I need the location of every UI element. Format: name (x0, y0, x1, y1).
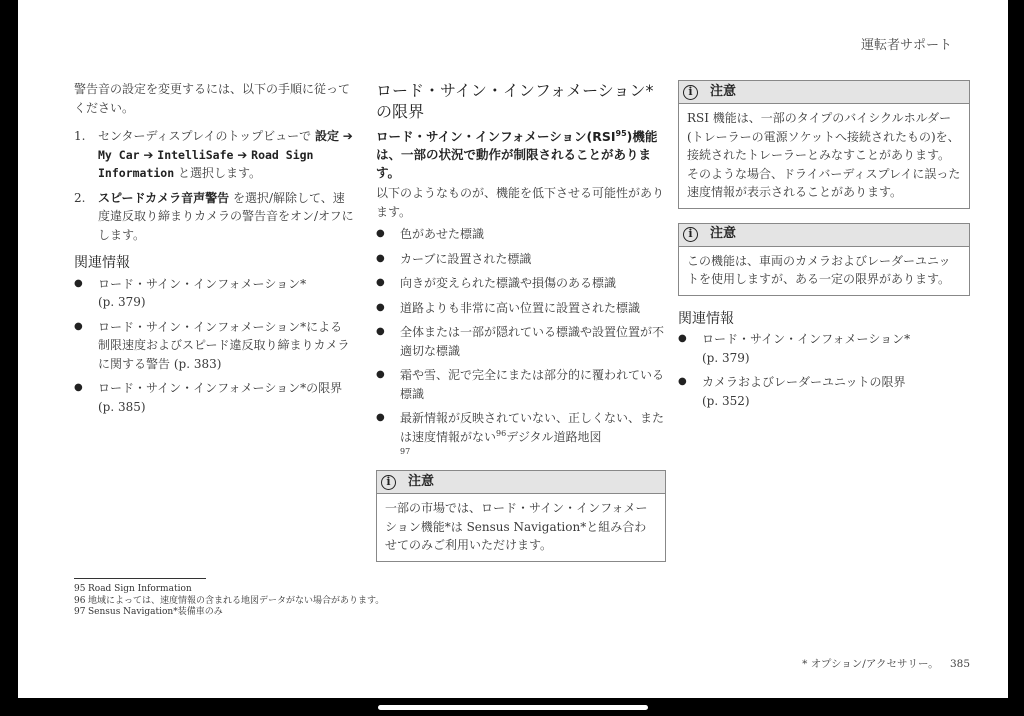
step-item (74, 189, 354, 245)
note-text: この機能は、車両のカメラおよびレーダーユニットを使用しますが、ある一定の限界があります。 (687, 253, 951, 286)
list-item (376, 250, 666, 269)
bullet-dot-icon: ● (376, 228, 385, 239)
related-link-text[interactable]: ロード・サイン・インフォメーション*の限界 (98, 381, 343, 395)
bullet-dot-icon: ● (74, 382, 83, 393)
footnote-number: 96 (74, 595, 86, 606)
note-header (377, 471, 665, 494)
list-item-text: 最新情報が反映されていない、正しくない、または速度情報がない (400, 411, 665, 444)
related-link-text[interactable]: ロード・サイン・インフォメーション* (702, 332, 911, 346)
option-legend: * オプション/アクセサリー。 (802, 658, 939, 670)
arrow-right-icon: ➔ (342, 129, 353, 143)
related-link-item[interactable] (678, 330, 970, 367)
footnote-item (74, 584, 384, 596)
note-header (679, 224, 969, 247)
note-box (678, 223, 970, 296)
footnote-item (74, 607, 384, 619)
list-item-text-post: デジタル道路地図 (506, 429, 602, 444)
footnote-item (74, 596, 384, 608)
path-settings: 設定 (314, 129, 339, 143)
note-heading: 注意 (710, 226, 737, 242)
bullet-dot-icon: ● (678, 333, 687, 344)
manual-page (18, 0, 1008, 698)
bullet-dot-icon: ● (376, 301, 385, 313)
lead-text-post: )機能は、一部の状況で動作が制限されることがあります。 (376, 129, 658, 180)
footnote-divider (74, 578, 206, 579)
list-item (376, 323, 666, 360)
page-header-section: 運転者サポート (860, 38, 952, 53)
list-item-text: 色があせた標識 (400, 227, 485, 241)
note-heading: 注意 (710, 83, 737, 99)
option-speed-camera-warning: スピードカメラ音声警告 (98, 190, 230, 205)
list-item-text: 向きが変えられた標識や損傷のある標識 (400, 276, 617, 290)
page-ref[interactable]: (p. 383) (173, 356, 222, 371)
page-ref[interactable]: (p. 352) (702, 393, 750, 408)
step-number: 2. (74, 190, 86, 205)
step-text-post: と選択します。 (178, 166, 262, 180)
related-link-text[interactable]: ロード・サイン・インフォメーション* (98, 276, 307, 291)
related-link-text[interactable]: ロード・サイン・インフォメーション*による制限速度およびスピード違反取り締まりカメラに関する警告 (98, 319, 350, 371)
bullet-dot-icon: ● (376, 412, 385, 423)
column-right (678, 80, 970, 416)
footnote-number: 97 (74, 607, 86, 617)
home-indicator[interactable] (378, 705, 648, 710)
bullet-dot-icon: ● (376, 326, 385, 337)
step-text-body: を選択/解除して、速度違反取り締まりカメラの警告音をオン/オフにします。 (98, 190, 354, 242)
intro-text: 警告音の設定を変更するには、以下の手順に従ってください。 (74, 82, 351, 115)
related-link-item[interactable] (74, 275, 354, 312)
footnote-ref-97[interactable]: 97 (400, 447, 411, 456)
steps-list (74, 127, 354, 244)
footnotes (74, 578, 384, 619)
list-item-text: カーブに設置された標識 (400, 251, 532, 266)
info-circle-icon: i (381, 475, 396, 490)
path-intellisafe: IntelliSafe (157, 147, 234, 162)
path-road-sign-information: Road Sign Information (98, 147, 314, 180)
footnote-text: 地域によっては、速度情報の含まれる地図データがない場合があります。 (88, 595, 385, 606)
footnote-ref-96[interactable]: 96 (496, 428, 507, 438)
arrow-right-icon: ➔ (143, 147, 154, 162)
step-text (98, 189, 354, 245)
related-link-text[interactable]: カメラおよびレーダーユニットの限界 (702, 375, 906, 389)
related-link-item[interactable] (74, 318, 354, 374)
related-info-heading: 関連情報 (678, 310, 734, 327)
bullet-dot-icon: ● (678, 376, 687, 387)
footnote-text: Road Sign Information (88, 584, 192, 594)
column-left (74, 80, 354, 422)
limitations-intro: 以下のようなものが、機能を低下させる可能性があります。 (376, 186, 665, 219)
note-text: 一部の市場では、ロード・サイン・インフォメーション機能*は Sensus Navigation*と組み合わせてのみご利用いただけます。 (385, 501, 648, 552)
footnote-number: 95 (74, 584, 86, 594)
page-footer (802, 656, 970, 671)
lead-paragraph (376, 128, 666, 182)
step-number: 1. (74, 129, 86, 143)
note-heading: 注意 (408, 473, 435, 489)
footnote-text: Sensus Navigation*装備車のみ (88, 607, 223, 617)
bullet-dot-icon: ● (74, 320, 83, 332)
list-item-text: 全体または一部が隠れている標識や設置位置が不適切な標識 (400, 325, 665, 358)
list-item (376, 274, 666, 293)
step-item (74, 127, 354, 183)
bullet-dot-icon: ● (376, 277, 385, 288)
step-text-pre: センターディスプレイのトップビューで (98, 129, 312, 143)
section-title: ロード・サイン・インフォメーション*の限界 (376, 81, 654, 121)
note-header (679, 81, 969, 104)
bullet-dot-icon: ● (376, 369, 385, 380)
note-box (678, 80, 970, 209)
info-circle-icon: i (683, 227, 698, 242)
bullet-dot-icon: ● (376, 252, 385, 264)
footnote-ref-95[interactable]: 95 (615, 128, 627, 138)
list-item (376, 409, 666, 458)
list-item-text: 霜や雪、泥で完全にまたは部分的に覆われている標識 (400, 368, 665, 401)
list-item (376, 225, 666, 244)
related-info-heading: 関連情報 (74, 255, 130, 271)
column-middle (376, 80, 666, 562)
limitations-list (376, 225, 666, 458)
related-info-list (74, 275, 354, 417)
note-box (376, 470, 666, 562)
list-item-text: 道路よりも非常に高い位置に設置された標識 (400, 300, 641, 315)
related-link-item[interactable] (678, 373, 970, 410)
list-item (376, 366, 666, 403)
bullet-dot-icon: ● (74, 277, 83, 289)
step-text (98, 127, 354, 183)
page-ref[interactable]: (p. 385) (98, 399, 146, 414)
page-ref[interactable]: (p. 379) (98, 295, 146, 309)
related-link-item[interactable] (74, 379, 354, 416)
info-circle-icon: i (683, 85, 698, 100)
related-info-list (678, 330, 970, 410)
lead-text-pre: ロード・サイン・インフォメーション(RSI (376, 129, 616, 144)
path-my-car: My Car (98, 147, 140, 162)
page-number: 385 (949, 658, 970, 670)
arrow-right-icon: ➔ (237, 147, 248, 162)
list-item (376, 299, 666, 318)
page-ref[interactable]: (p. 379) (702, 350, 750, 365)
note-text: RSI 機能は、一部のタイプのバイシクルホルダー(トレーラーの電源ソケットへ接続されたもの)を、接続されたトレーラーとみなすことがあります。そのような場合、ドライバーディスプレイに誤った速度情報が表示されることがあります。 (687, 111, 961, 199)
